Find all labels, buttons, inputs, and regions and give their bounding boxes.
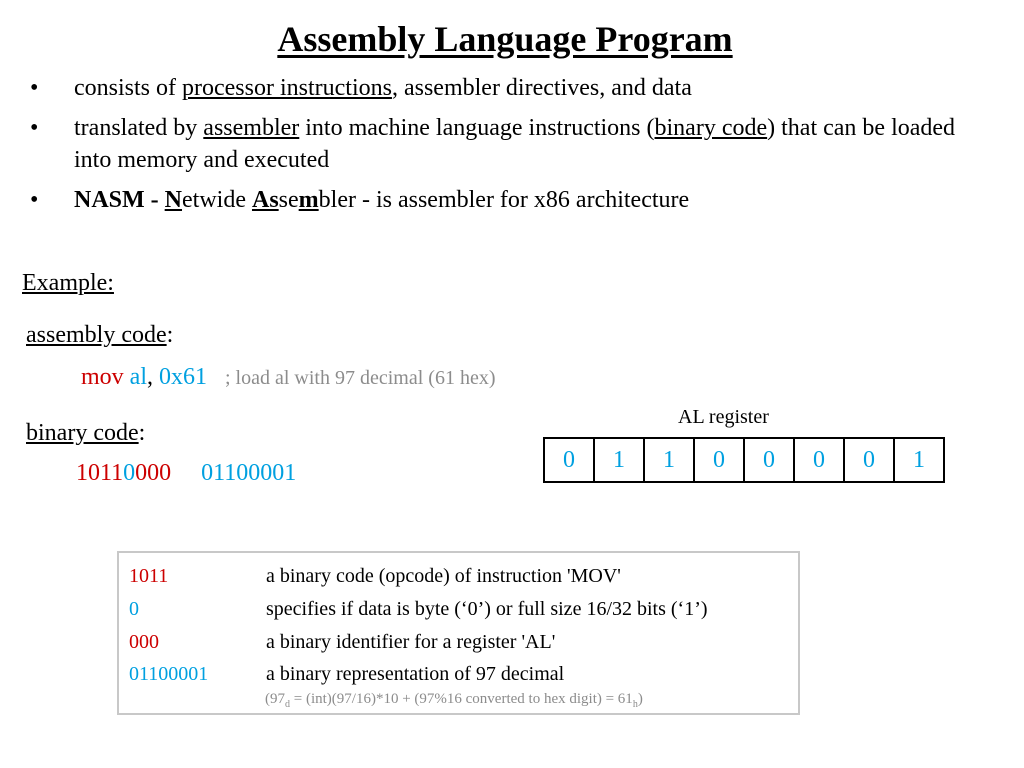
note-text: (97 xyxy=(265,691,285,707)
bullet-item-3 xyxy=(30,184,996,216)
encoding-explanation-box xyxy=(117,551,800,715)
binary-code-heading xyxy=(26,420,145,447)
bullet-text: NASM - xyxy=(74,187,165,213)
binary-reg: 000 xyxy=(135,460,172,486)
note-subscript: h xyxy=(632,699,638,710)
operand-immediate: 0x61 xyxy=(159,364,207,390)
bullet-text: ) that can be loaded into memory and executed xyxy=(74,115,956,173)
bullet-item-1 xyxy=(30,72,996,104)
operand-register: al xyxy=(129,364,147,390)
explanation-row xyxy=(129,565,621,588)
bullet-list xyxy=(30,72,996,224)
binary-opcode: 1011 xyxy=(76,460,124,486)
note-text: = (int)(97/16)*10 + (97%16 converted to hex digit) = 61 xyxy=(290,691,633,707)
explanation-code: 000 xyxy=(129,631,159,653)
explanation-code: 01100001 xyxy=(129,663,209,685)
register-bit: 0 xyxy=(844,438,894,482)
register-bit: 1 xyxy=(644,438,694,482)
binary-immediate: 01100001 xyxy=(201,460,297,486)
underlined-term: binary code xyxy=(654,115,768,141)
explanation-text: specifies if data is byte (‘0’) or full size 16/32 bits (‘1’) xyxy=(266,598,708,620)
example-label: Example: xyxy=(22,270,114,296)
underlined-letter: As xyxy=(251,187,279,213)
explanation-row xyxy=(129,598,708,621)
code-comment: ; load al with 97 decimal (61 hex) xyxy=(225,367,496,389)
heading-colon: : xyxy=(138,420,146,446)
register-bit: 1 xyxy=(894,438,944,482)
bullet-text: , assembler directives, and data xyxy=(391,75,692,101)
conversion-note xyxy=(265,691,643,710)
explanation-row xyxy=(129,663,564,686)
binary-w-bit: 0 xyxy=(123,460,136,486)
binary-code-label: binary code xyxy=(26,420,139,446)
register-bit: 0 xyxy=(694,438,744,482)
note-text: ) xyxy=(637,691,643,707)
underlined-term: processor instructions xyxy=(182,75,392,101)
explanation-text: a binary identifier for a register 'AL' xyxy=(266,631,556,653)
assembly-code-heading xyxy=(26,322,173,349)
binary-code-line xyxy=(76,460,296,487)
explanation-text: a binary code (opcode) of instruction 'MOV' xyxy=(266,565,621,587)
bullet-text: bler - is assembler for x86 architecture xyxy=(318,187,690,213)
explanation-code: 0 xyxy=(129,598,139,620)
explanation-code: 1011 xyxy=(129,565,169,587)
register-bit: 0 xyxy=(744,438,794,482)
register-bit: 1 xyxy=(594,438,644,482)
heading-colon: : xyxy=(166,322,174,348)
bullet-text: etwide xyxy=(182,187,252,213)
assembly-code-line xyxy=(81,364,495,391)
al-register-table xyxy=(543,437,945,483)
bullet-dot: • xyxy=(30,75,39,101)
mnemonic: mov xyxy=(81,364,124,390)
slide-title: Assembly Language Program xyxy=(277,19,733,59)
underlined-letter: N xyxy=(164,187,182,213)
register-bit: 0 xyxy=(544,438,594,482)
bullet-text: into machine language instructions ( xyxy=(299,115,655,141)
bullet-text: consists of xyxy=(74,75,182,101)
underlined-letter: m xyxy=(298,187,319,213)
explanation-row xyxy=(129,631,555,654)
bullet-text: translated by xyxy=(74,115,204,141)
register-title: AL register xyxy=(678,406,769,428)
underlined-term: assembler xyxy=(203,115,300,141)
explanation-text: a binary representation of 97 decimal xyxy=(266,663,565,685)
bullet-dot: • xyxy=(30,187,39,213)
assembly-code-label: assembly code xyxy=(26,322,167,348)
operand-comma: , xyxy=(147,364,153,390)
bullet-dot: • xyxy=(30,115,39,141)
register-bit: 0 xyxy=(794,438,844,482)
bullet-item-2 xyxy=(30,112,996,176)
bullet-text: se xyxy=(278,187,299,213)
note-subscript: d xyxy=(285,699,290,710)
